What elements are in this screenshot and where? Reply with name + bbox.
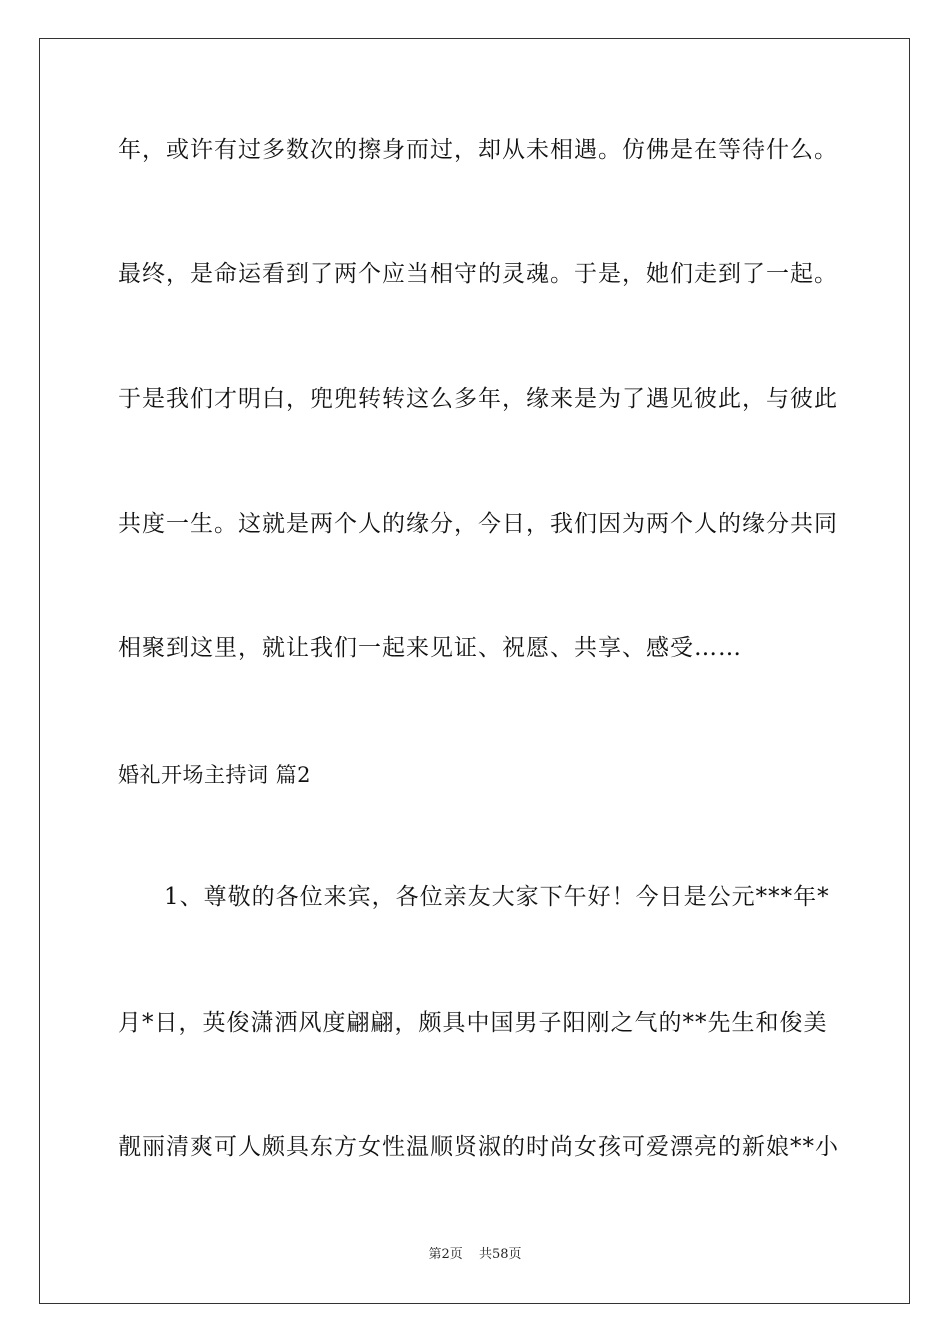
page-number-total: 共58页: [478, 1247, 522, 1262]
page-footer: [0, 1246, 950, 1264]
text-line: 最终，是命运看到了两个应当相守的灵魂。于是，她们走到了一起。: [118, 261, 838, 287]
text-line: 共度一生。这就是两个人的缘分，今日，我们因为两个人的缘分共同: [118, 511, 838, 537]
text-line: 1、尊敬的各位来宾，各位亲友大家下午好！今日是公元***年*: [164, 884, 830, 910]
page-border: [39, 38, 910, 1304]
text-line: 月*日，英俊潇洒风度翩翩，颇具中国男子阳刚之气的**先生和俊美: [118, 1010, 828, 1036]
section-heading: 婚礼开场主持词 篇2: [118, 763, 312, 787]
text-line: 靓丽清爽可人颇具东方女性温顺贤淑的时尚女孩可爱漂亮的新娘**小: [118, 1134, 839, 1160]
text-line: 于是我们才明白，兜兜转转这么多年，缘来是为了遇见彼此，与彼此: [118, 386, 838, 412]
page-number-current: 第2页: [428, 1247, 463, 1262]
text-line: 相聚到这里，就让我们一起来见证、祝愿、共享、感受……: [118, 635, 742, 661]
text-line: 年，或许有过多数次的擦身而过，却从未相遇。仿佛是在等待什么。: [118, 137, 838, 163]
